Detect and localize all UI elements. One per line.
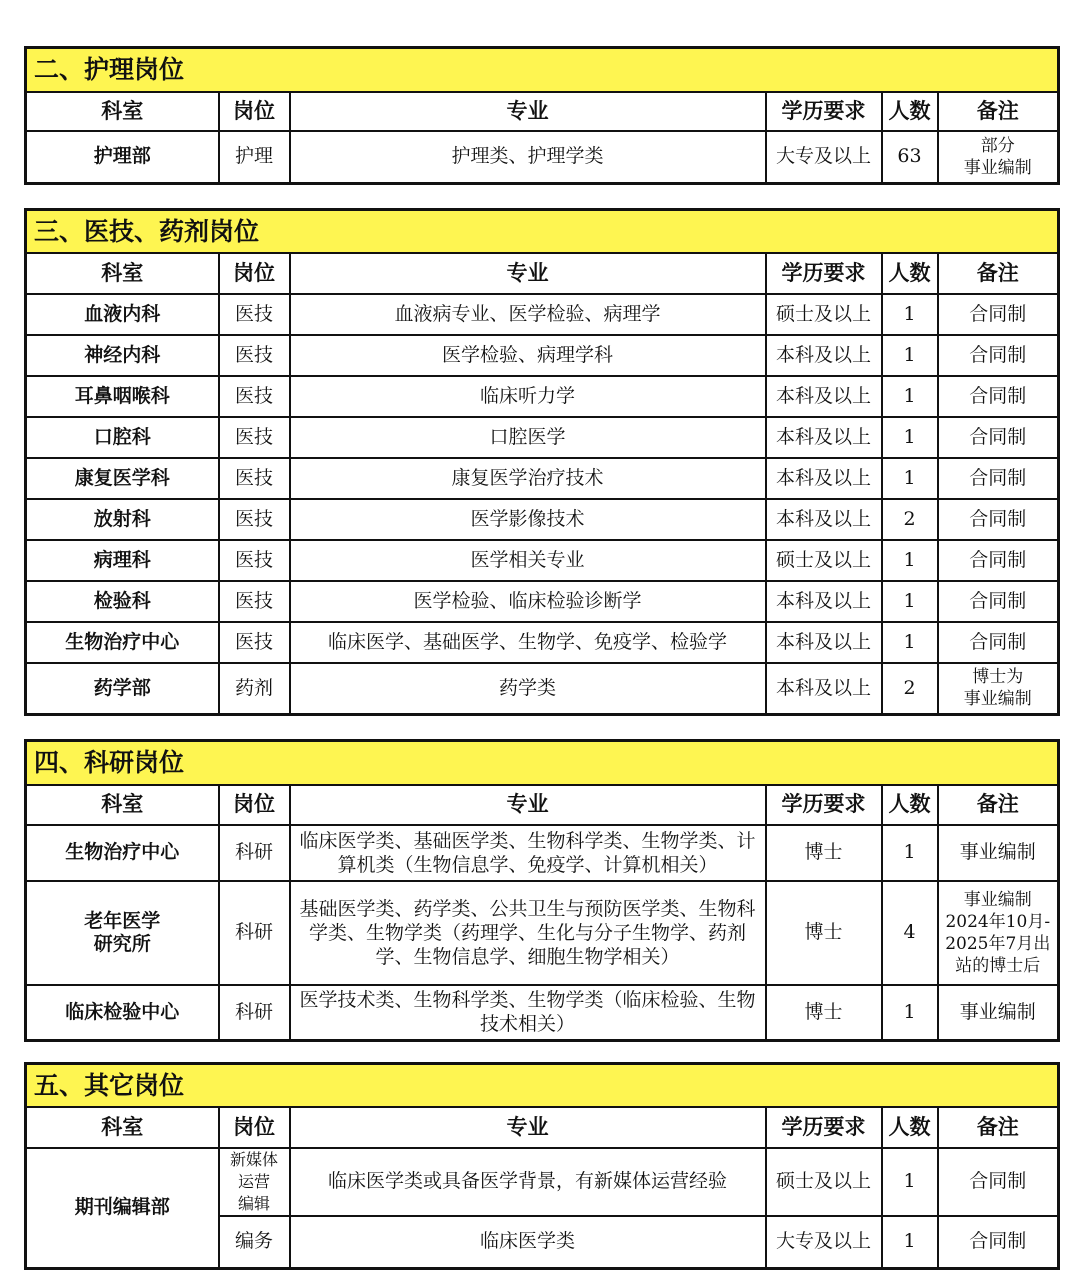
table-row bbox=[26, 131, 1059, 184]
major-cell: 医学检验、病理学科 bbox=[290, 335, 766, 376]
post-cell: 医技 bbox=[219, 417, 290, 458]
dept-cell: 期刊编辑部 bbox=[26, 1148, 219, 1269]
post-cell: 医技 bbox=[219, 376, 290, 417]
num-cell: 1 bbox=[882, 1148, 938, 1216]
num-cell: 1 bbox=[882, 417, 938, 458]
col-header-dept: 科室 bbox=[26, 1107, 219, 1148]
num-cell: 2 bbox=[882, 663, 938, 715]
major-cell: 临床医学类、基础医学类、生物科学类、生物学类、计算机类（生物信息学、免疫学、计算机相关） bbox=[290, 825, 766, 881]
num-cell: 1 bbox=[882, 294, 938, 335]
post-cell: 科研 bbox=[219, 825, 290, 881]
edu-cell: 本科及以上 bbox=[766, 417, 882, 458]
col-header-post: 岗位 bbox=[219, 1107, 290, 1148]
edu-cell: 硕士及以上 bbox=[766, 540, 882, 581]
table-row bbox=[26, 499, 1059, 540]
dept-cell: 神经内科 bbox=[26, 335, 219, 376]
col-header-dept: 科室 bbox=[26, 253, 219, 294]
num-cell: 4 bbox=[882, 881, 938, 985]
post-cell: 科研 bbox=[219, 985, 290, 1041]
edu-cell: 本科及以上 bbox=[766, 335, 882, 376]
edu-cell: 本科及以上 bbox=[766, 499, 882, 540]
col-header-num: 人数 bbox=[882, 785, 938, 825]
col-header-edu: 学历要求 bbox=[766, 1107, 882, 1148]
edu-cell: 大专及以上 bbox=[766, 131, 882, 184]
col-header-major: 专业 bbox=[290, 1107, 766, 1148]
num-cell: 1 bbox=[882, 1216, 938, 1269]
table-row bbox=[26, 881, 1059, 985]
note-cell: 事业编制 bbox=[938, 825, 1059, 881]
col-header-post: 岗位 bbox=[219, 253, 290, 294]
note-cell: 合同制 bbox=[938, 335, 1059, 376]
post-cell: 药剂 bbox=[219, 663, 290, 715]
col-header-dept: 科室 bbox=[26, 92, 219, 131]
section-research bbox=[24, 739, 1057, 1042]
section-nursing bbox=[24, 46, 1057, 185]
edu-cell: 博士 bbox=[766, 825, 882, 881]
col-header-edu: 学历要求 bbox=[766, 253, 882, 294]
col-header-note: 备注 bbox=[938, 253, 1059, 294]
major-cell: 口腔医学 bbox=[290, 417, 766, 458]
col-header-num: 人数 bbox=[882, 253, 938, 294]
table-row bbox=[26, 985, 1059, 1041]
note-cell: 事业编制 bbox=[938, 985, 1059, 1041]
num-cell: 1 bbox=[882, 458, 938, 499]
table-row bbox=[26, 458, 1059, 499]
num-cell: 1 bbox=[882, 540, 938, 581]
dept-cell: 临床检验中心 bbox=[26, 985, 219, 1041]
edu-cell: 本科及以上 bbox=[766, 622, 882, 663]
col-header-edu: 学历要求 bbox=[766, 785, 882, 825]
major-cell: 医学检验、临床检验诊断学 bbox=[290, 581, 766, 622]
table-row bbox=[26, 581, 1059, 622]
table-row bbox=[26, 1148, 1059, 1216]
col-header-major: 专业 bbox=[290, 92, 766, 131]
section-title: 五、其它岗位 bbox=[26, 1064, 1059, 1107]
col-header-post: 岗位 bbox=[219, 785, 290, 825]
major-cell: 药学类 bbox=[290, 663, 766, 715]
num-cell: 1 bbox=[882, 622, 938, 663]
note-cell: 合同制 bbox=[938, 540, 1059, 581]
major-cell: 临床医学类 bbox=[290, 1216, 766, 1269]
table-row bbox=[26, 825, 1059, 881]
post-cell: 护理 bbox=[219, 131, 290, 184]
num-cell: 1 bbox=[882, 985, 938, 1041]
table-row bbox=[26, 376, 1059, 417]
note-cell: 合同制 bbox=[938, 581, 1059, 622]
col-header-major: 专业 bbox=[290, 253, 766, 294]
dept-cell: 血液内科 bbox=[26, 294, 219, 335]
note-cell: 合同制 bbox=[938, 376, 1059, 417]
num-cell: 1 bbox=[882, 335, 938, 376]
note-cell: 合同制 bbox=[938, 294, 1059, 335]
edu-cell: 本科及以上 bbox=[766, 376, 882, 417]
note-cell: 合同制 bbox=[938, 1148, 1059, 1216]
post-cell: 医技 bbox=[219, 540, 290, 581]
post-cell: 医技 bbox=[219, 499, 290, 540]
col-header-major: 专业 bbox=[290, 785, 766, 825]
major-cell: 医学技术类、生物科学类、生物学类（临床检验、生物技术相关） bbox=[290, 985, 766, 1041]
dept-cell: 检验科 bbox=[26, 581, 219, 622]
edu-cell: 本科及以上 bbox=[766, 581, 882, 622]
col-header-num: 人数 bbox=[882, 1107, 938, 1148]
dept-cell: 生物治疗中心 bbox=[26, 825, 219, 881]
major-cell: 基础医学类、药学类、公共卫生与预防医学类、生物科学类、生物学类（药理学、生化与分子生物学、药剂学、生物信息学、细胞生物学相关） bbox=[290, 881, 766, 985]
note-cell: 部分 事业编制 bbox=[938, 131, 1059, 184]
dept-cell: 康复医学科 bbox=[26, 458, 219, 499]
col-header-note: 备注 bbox=[938, 1107, 1059, 1148]
note-cell: 博士为 事业编制 bbox=[938, 663, 1059, 715]
num-cell: 2 bbox=[882, 499, 938, 540]
major-cell: 临床医学、基础医学、生物学、免疫学、检验学 bbox=[290, 622, 766, 663]
table-row bbox=[26, 294, 1059, 335]
dept-cell: 耳鼻咽喉科 bbox=[26, 376, 219, 417]
note-cell: 合同制 bbox=[938, 622, 1059, 663]
post-cell: 编务 bbox=[219, 1216, 290, 1269]
note-cell: 合同制 bbox=[938, 458, 1059, 499]
edu-cell: 博士 bbox=[766, 985, 882, 1041]
post-cell: 医技 bbox=[219, 458, 290, 499]
major-cell: 临床医学类或具备医学背景，有新媒体运营经验 bbox=[290, 1148, 766, 1216]
post-cell: 科研 bbox=[219, 881, 290, 985]
table-row bbox=[26, 540, 1059, 581]
num-cell: 63 bbox=[882, 131, 938, 184]
dept-cell: 护理部 bbox=[26, 131, 219, 184]
major-cell: 护理类、护理学类 bbox=[290, 131, 766, 184]
note-cell: 合同制 bbox=[938, 499, 1059, 540]
post-cell: 医技 bbox=[219, 622, 290, 663]
post-cell: 医技 bbox=[219, 335, 290, 376]
table-row bbox=[26, 417, 1059, 458]
edu-cell: 硕士及以上 bbox=[766, 294, 882, 335]
num-cell: 1 bbox=[882, 825, 938, 881]
major-cell: 康复医学治疗技术 bbox=[290, 458, 766, 499]
dept-cell: 药学部 bbox=[26, 663, 219, 715]
table-row bbox=[26, 622, 1059, 663]
num-cell: 1 bbox=[882, 581, 938, 622]
col-header-edu: 学历要求 bbox=[766, 92, 882, 131]
note-cell: 合同制 bbox=[938, 417, 1059, 458]
dept-cell: 放射科 bbox=[26, 499, 219, 540]
note-cell: 事业编制 2024年10月- 2025年7月出 站的博士后 bbox=[938, 881, 1059, 985]
col-header-note: 备注 bbox=[938, 92, 1059, 131]
major-cell: 医学影像技术 bbox=[290, 499, 766, 540]
dept-cell: 口腔科 bbox=[26, 417, 219, 458]
table-row bbox=[26, 335, 1059, 376]
major-cell: 血液病专业、医学检验、病理学 bbox=[290, 294, 766, 335]
dept-cell: 病理科 bbox=[26, 540, 219, 581]
num-cell: 1 bbox=[882, 376, 938, 417]
edu-cell: 大专及以上 bbox=[766, 1216, 882, 1269]
post-cell: 医技 bbox=[219, 581, 290, 622]
section-medtech bbox=[24, 208, 1057, 716]
edu-cell: 硕士及以上 bbox=[766, 1148, 882, 1216]
dept-cell: 生物治疗中心 bbox=[26, 622, 219, 663]
major-cell: 临床听力学 bbox=[290, 376, 766, 417]
col-header-num: 人数 bbox=[882, 92, 938, 131]
note-cell: 合同制 bbox=[938, 1216, 1059, 1269]
section-title: 二、护理岗位 bbox=[26, 48, 1059, 92]
col-header-post: 岗位 bbox=[219, 92, 290, 131]
dept-cell: 老年医学 研究所 bbox=[26, 881, 219, 985]
section-title: 三、医技、药剂岗位 bbox=[26, 210, 1059, 253]
col-header-dept: 科室 bbox=[26, 785, 219, 825]
section-title: 四、科研岗位 bbox=[26, 741, 1059, 785]
major-cell: 医学相关专业 bbox=[290, 540, 766, 581]
edu-cell: 本科及以上 bbox=[766, 458, 882, 499]
table-row bbox=[26, 663, 1059, 715]
edu-cell: 本科及以上 bbox=[766, 663, 882, 715]
post-cell: 新媒体 运营 编辑 bbox=[219, 1148, 290, 1216]
edu-cell: 博士 bbox=[766, 881, 882, 985]
section-other bbox=[24, 1062, 1057, 1270]
post-cell: 医技 bbox=[219, 294, 290, 335]
col-header-note: 备注 bbox=[938, 785, 1059, 825]
